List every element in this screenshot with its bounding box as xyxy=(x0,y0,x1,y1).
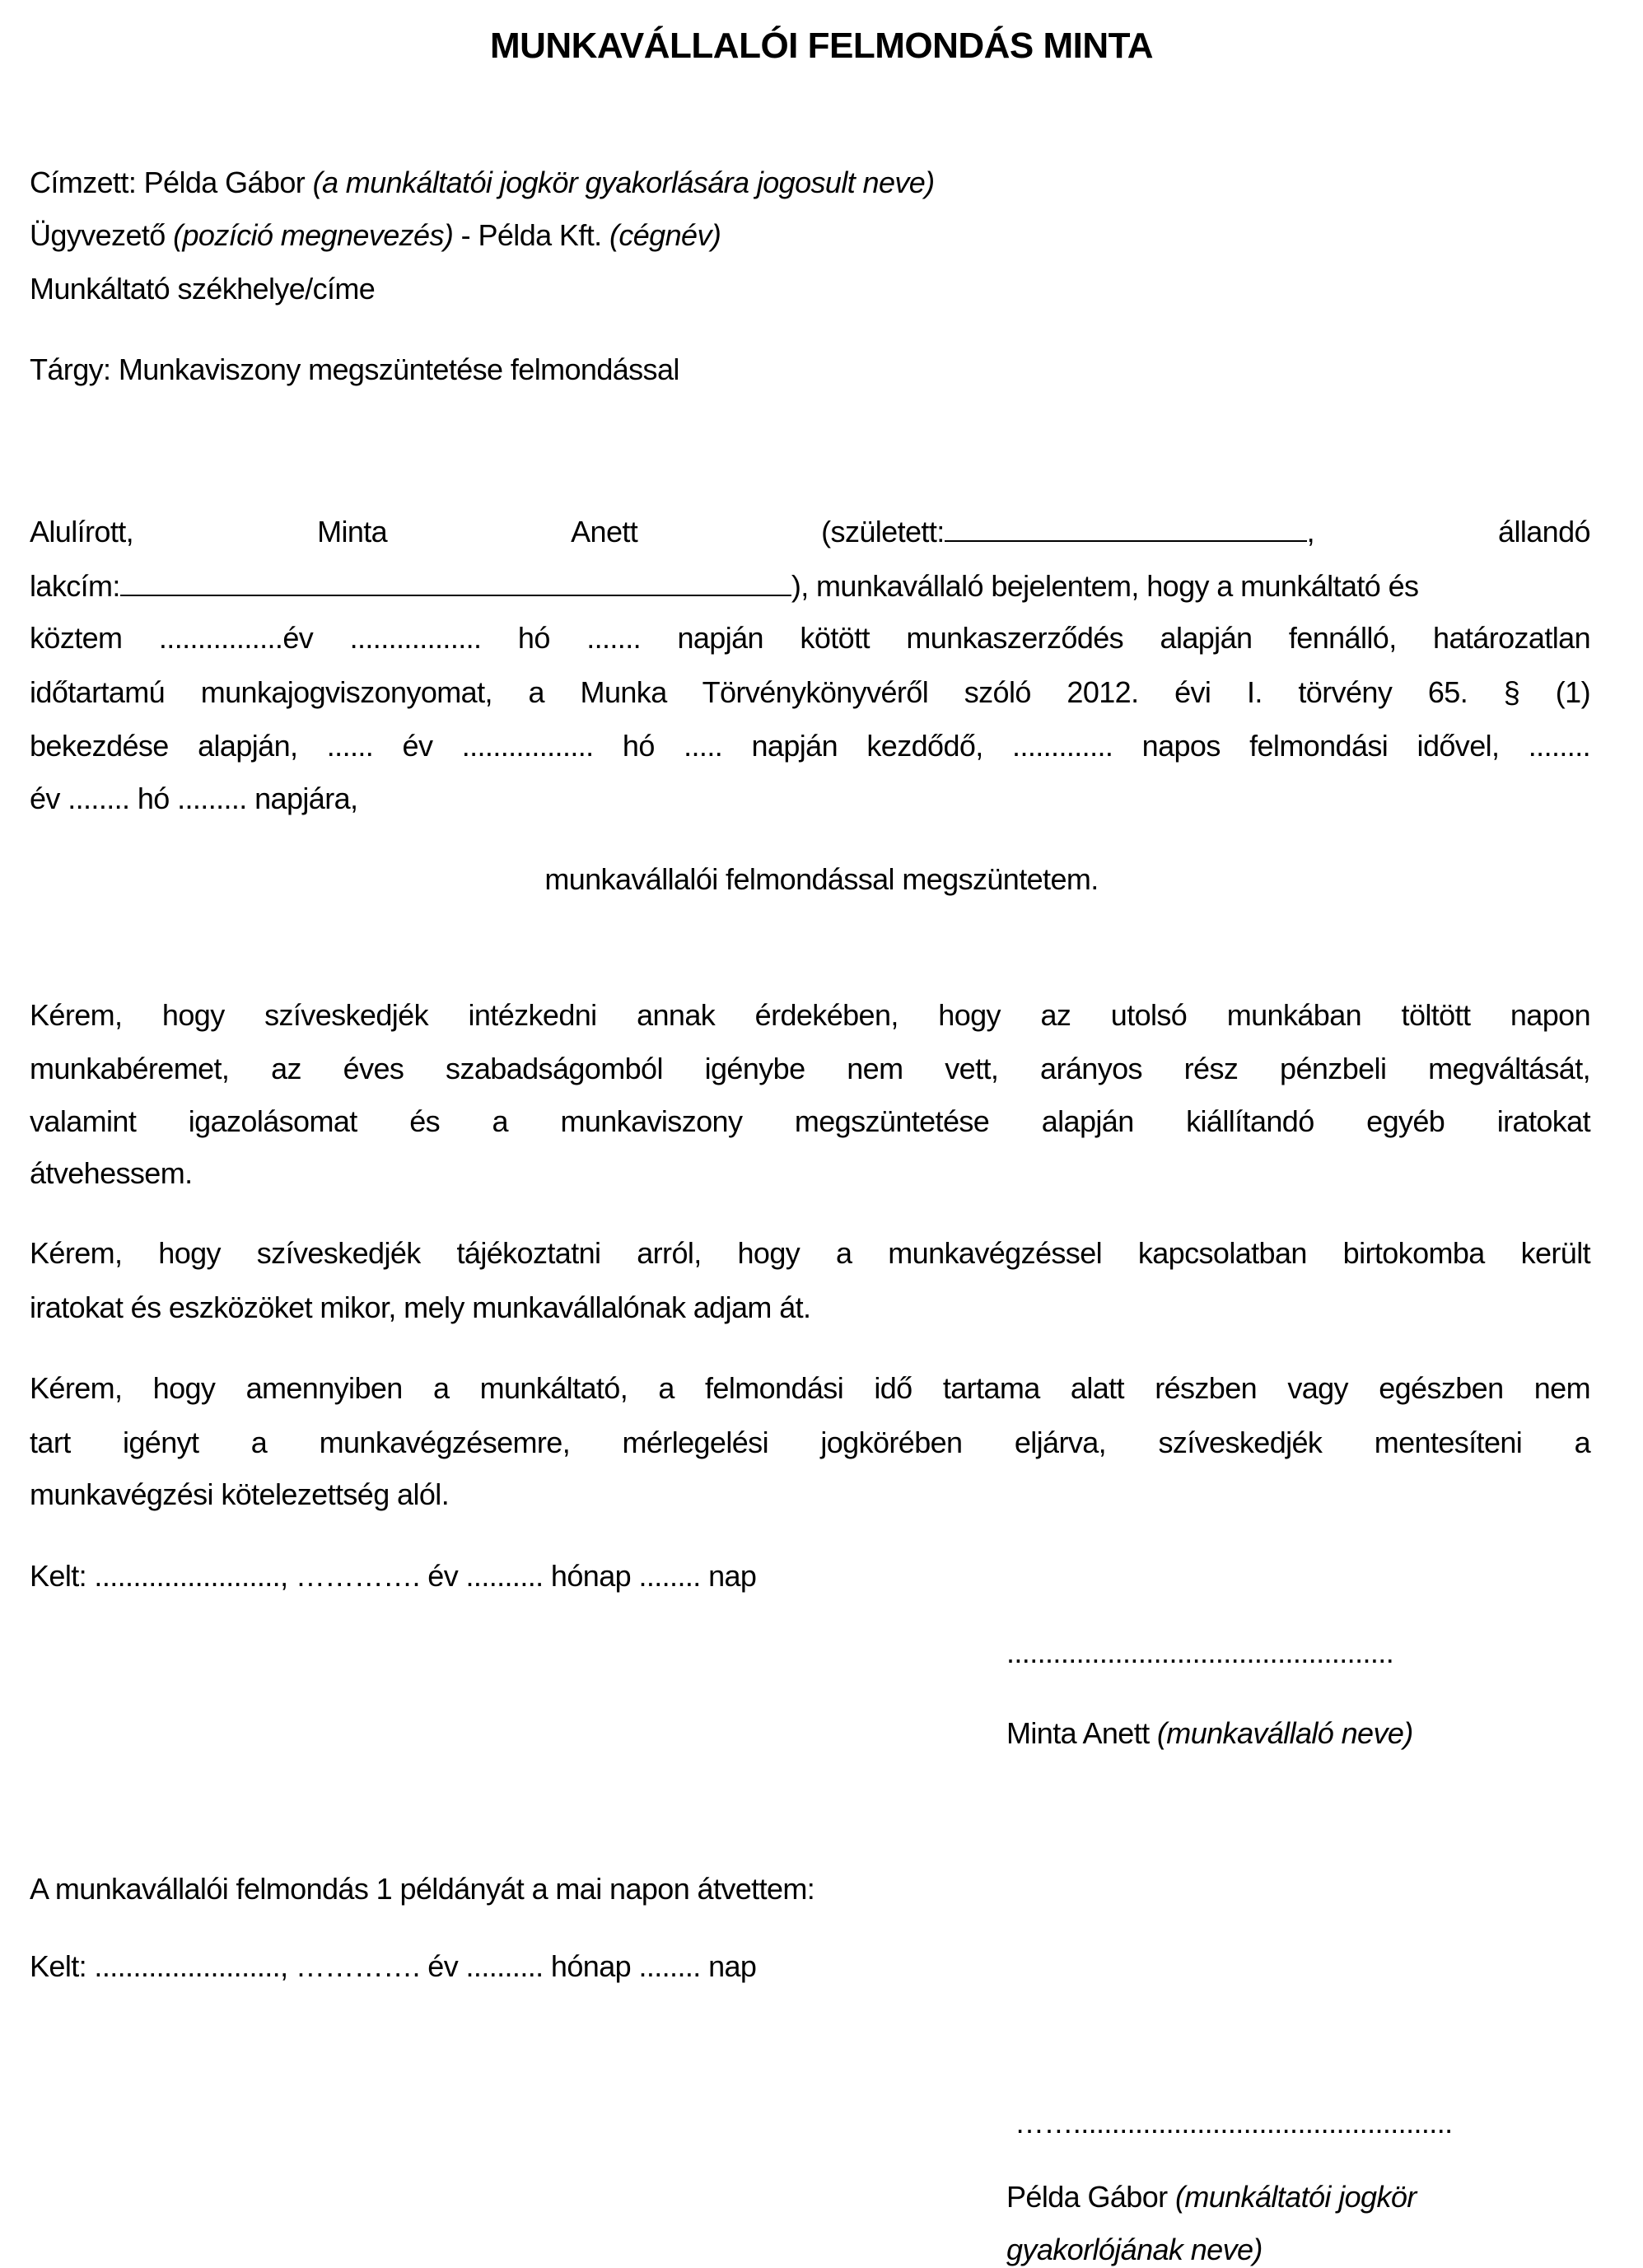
word: állandó xyxy=(1498,515,1590,548)
word: Anett xyxy=(571,515,638,548)
declaration-line-3: köztem ................év ................. hó ....... napján kötött munkaszerződés alapján fennálló, határozatlan xyxy=(30,621,1590,655)
request1-line: munkabéremet, az éves szabadságomból igénybe nem vett, arányos rész pénzbeli megváltását, xyxy=(30,1052,1590,1085)
declaration-line-2 xyxy=(30,568,1590,604)
recipient-line xyxy=(30,165,1590,201)
address-label: lakcím: xyxy=(30,569,120,603)
recipient-name: Címzett: Példa Gábor xyxy=(30,166,313,199)
recipient-note: (a munkáltatói jogkör gyakorlására jogosult neve) xyxy=(312,166,935,199)
date-line-employee[interactable]: Kelt: ........................, …………. év .......... hónap ........ nap xyxy=(30,1559,757,1593)
request1-line: átvehessem. xyxy=(30,1156,193,1190)
employer-address: Munkáltató székhelye/címe xyxy=(30,272,376,306)
declaration-line-6: év ........ hó ......... napjára, xyxy=(30,782,358,815)
document-title: MUNKAVÁLLALÓI FELMONDÁS MINTA xyxy=(489,26,1154,66)
declaration-closing: munkavállalói felmondással megszüntetem. xyxy=(544,862,1099,896)
birth-date-blank[interactable] xyxy=(945,516,1307,542)
employer-name xyxy=(1006,2179,1616,2215)
date-line-employer[interactable]: Kelt: ........................, …………. év .......... hónap ........ nap xyxy=(30,1949,757,1983)
employer-name-text: Példa Gábor xyxy=(1006,2180,1175,2214)
employer-signature-line[interactable]: ……................................................. xyxy=(1015,2106,1453,2140)
company-note: (cégnév) xyxy=(609,218,721,252)
employer-name-note: (munkáltatói jogkör xyxy=(1174,2180,1417,2214)
birth-label: (született: xyxy=(821,515,945,548)
declaration-line-4: időtartamú munkajogviszonyomat, a Munka Törvénykönyvéről szóló 2012. évi I. törvény 65. § (1) xyxy=(30,675,1590,709)
employer-name-note: gyakorlójának neve) xyxy=(1006,2233,1263,2266)
subject-line: Tárgy: Munkaviszony megszüntetése felmondással xyxy=(30,352,679,386)
comma: , xyxy=(1306,515,1315,548)
position-title: Ügyvezető xyxy=(30,218,174,252)
employer-name-note-line-2 xyxy=(1006,2232,1616,2268)
request1-line: Kérem, hogy szíveskedjék intézkedni annak érdekében, hogy az utolsó munkában töltött napon xyxy=(30,998,1590,1032)
declaration-text: ), munkavállaló bejelentem, hogy a munkáltató és xyxy=(791,569,1419,603)
employee-signature-line[interactable]: .................................................. xyxy=(1006,1636,1394,1669)
request2-line: iratokat és eszközöket mikor, mely munkavállalónak adjam át. xyxy=(30,1290,811,1324)
request1-line: valamint igazolásomat és a munkaviszony megszüntetése alapján kiállítandó egyéb iratokat xyxy=(30,1104,1590,1138)
receipt-statement: A munkavállalói felmondás 1 példányát a mai napon átvettem: xyxy=(30,1872,815,1906)
request3-line: tart igényt a munkavégzésemre, mérlegelési jogkörében eljárva, szíveskedjék mentesíteni a xyxy=(30,1426,1590,1459)
declaration-line-5: bekezdése alapján, ...... év ................. hó ..... napján kezdődő, ............. napos felmondási idővel, ........ xyxy=(30,729,1590,763)
company-name: - Példa Kft. xyxy=(453,218,609,252)
employee-name-text: Minta Anett xyxy=(1006,1716,1157,1750)
request3-line: munkavégzési kötelezettség alól. xyxy=(30,1477,450,1511)
position-note: (pozíció megnevezés) xyxy=(173,218,454,252)
word: Alulírott, xyxy=(30,515,134,548)
word: Minta xyxy=(317,515,388,548)
declaration-line-1 xyxy=(30,514,1590,550)
position-line xyxy=(30,217,1590,254)
employee-name xyxy=(1006,1715,1616,1752)
request2-line: Kérem, hogy szíveskedjék tájékoztatni arról, hogy a munkavégzéssel kapcsolatban birtokomba került xyxy=(30,1236,1590,1270)
employee-name-note: (munkavállaló neve) xyxy=(1156,1716,1413,1750)
address-blank[interactable] xyxy=(120,570,791,596)
request3-line: Kérem, hogy amennyiben a munkáltató, a felmondási idő tartama alatt részben vagy egészben nem xyxy=(30,1371,1590,1405)
